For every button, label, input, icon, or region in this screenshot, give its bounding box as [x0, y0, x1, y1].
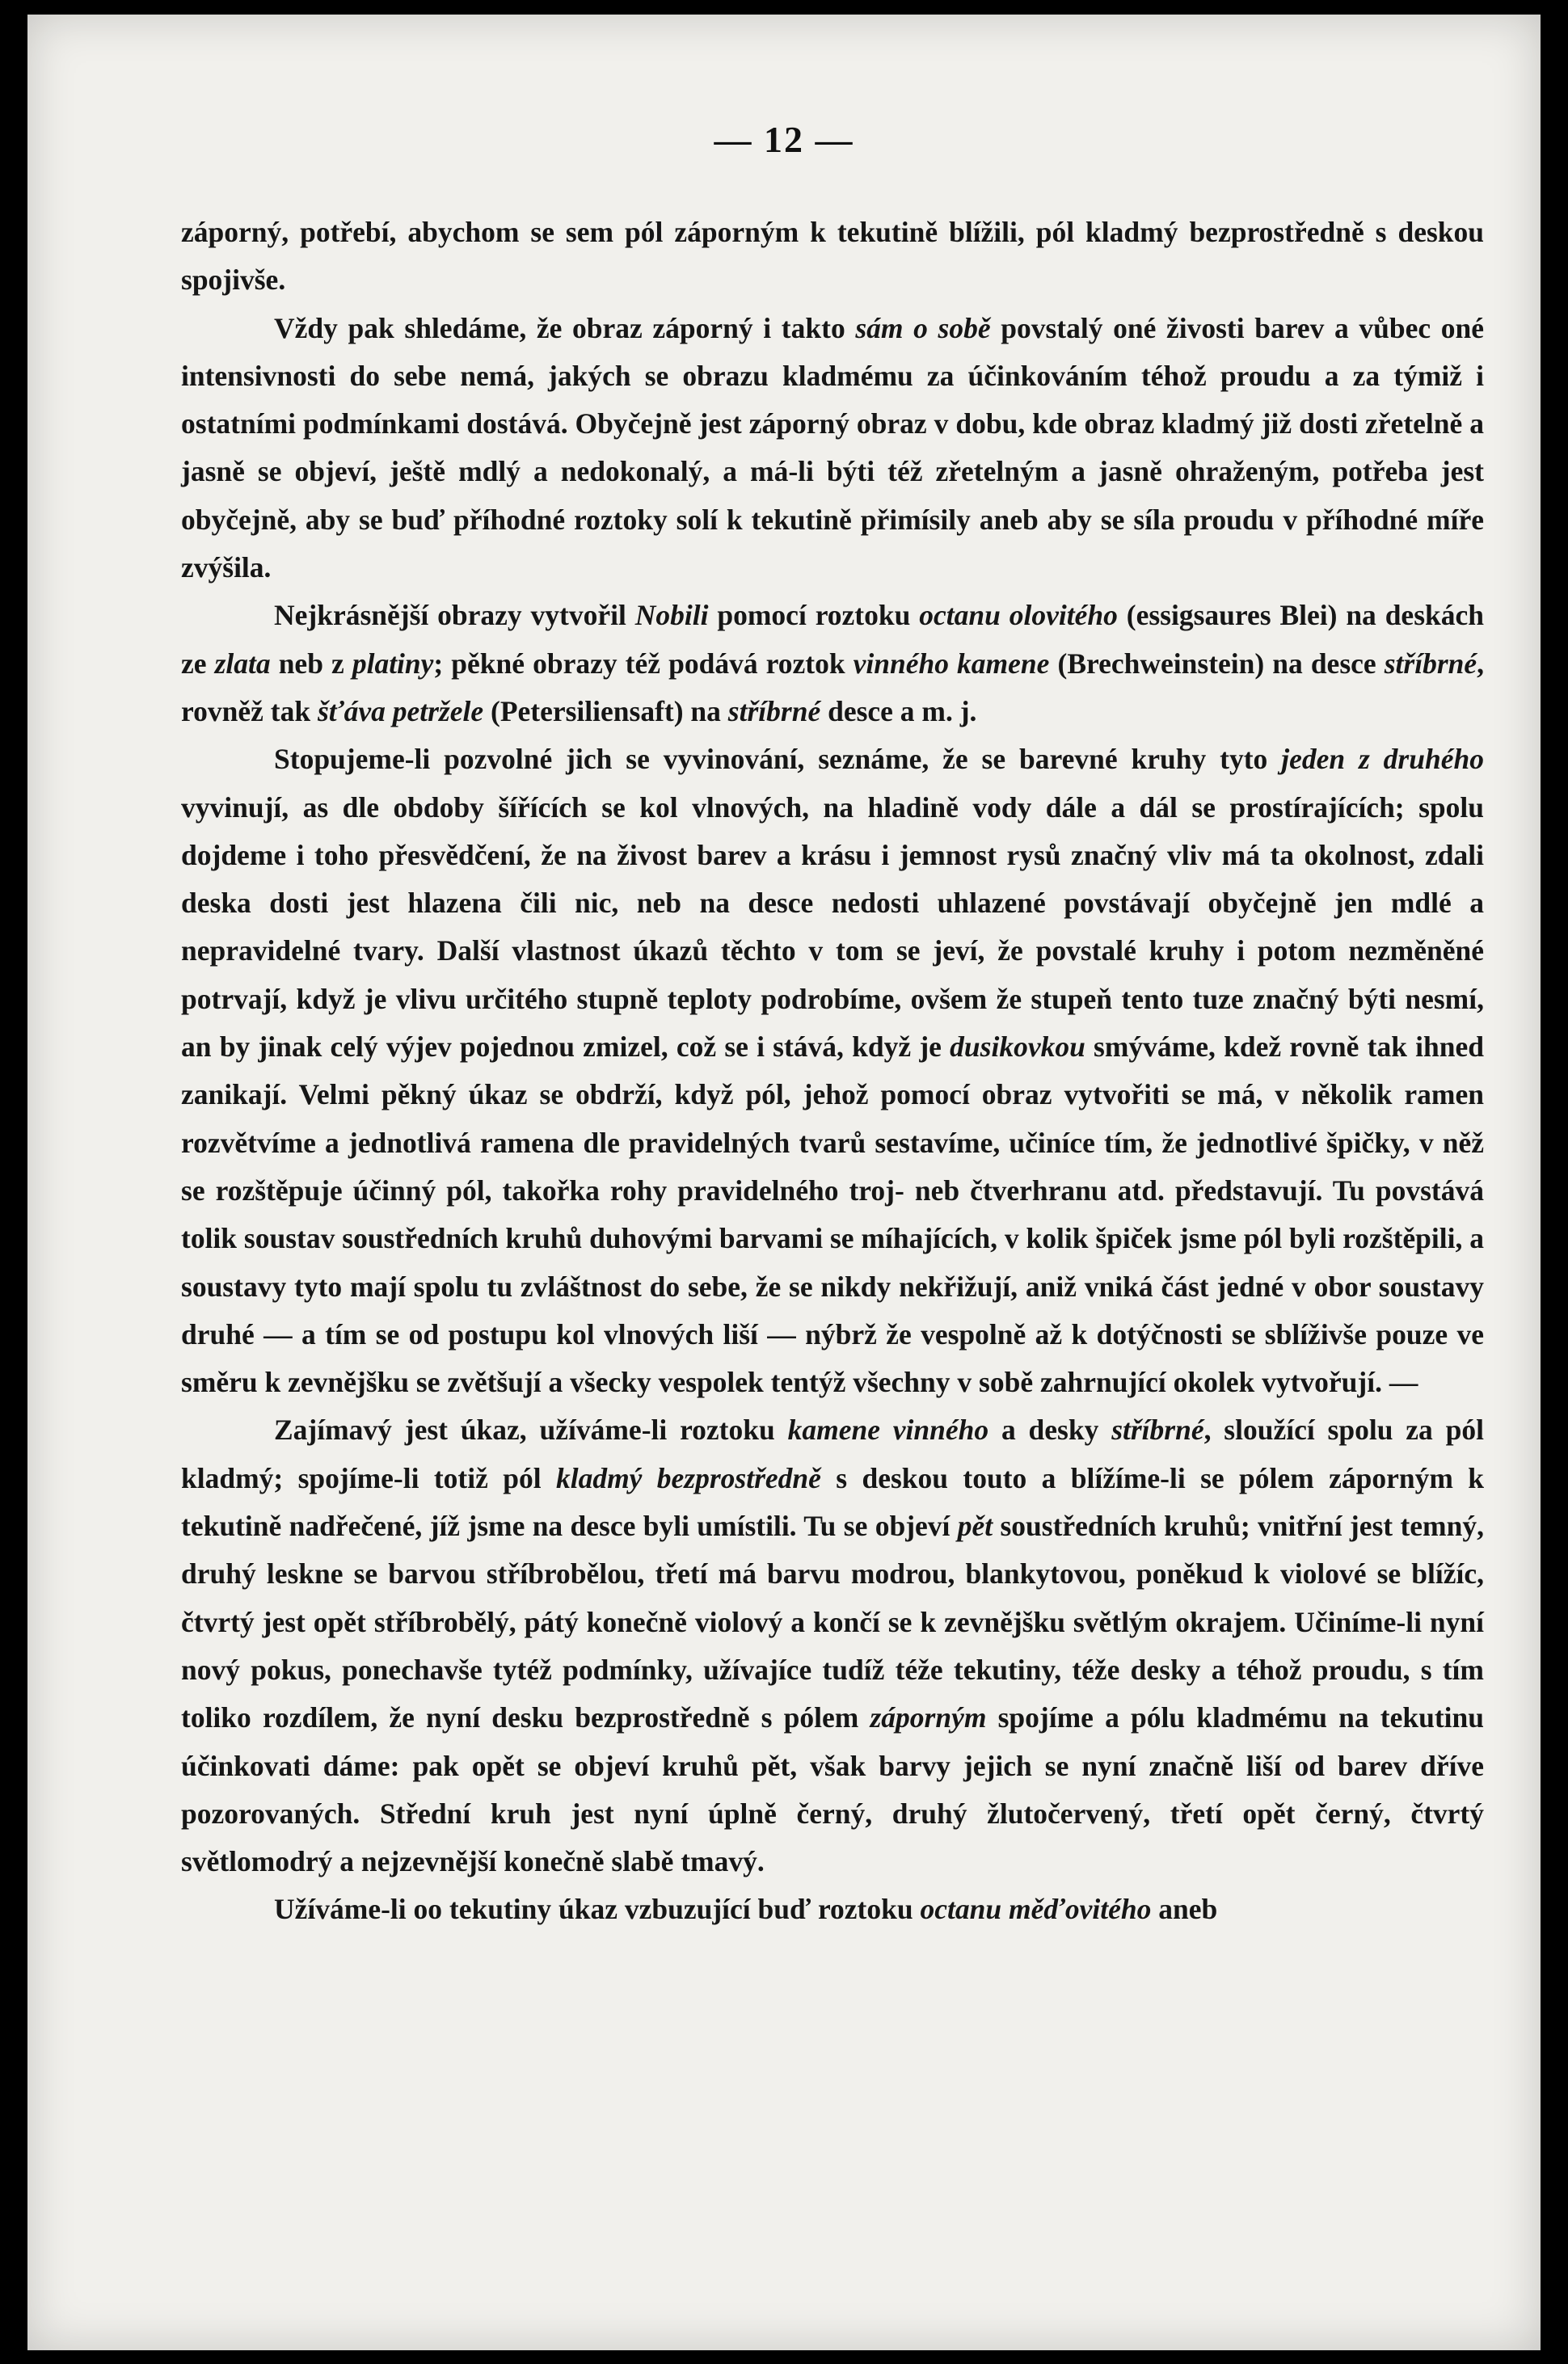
text-run: s deskou touto a blížíme-li se pólem záporným k tekutině nadřečené, jíž jsme na desce byli umístili. Tu se objeví: [181, 1461, 1485, 1543]
emphasis-text: kamene vinného: [787, 1414, 989, 1447]
text-run: (Petersiliensaft) na: [483, 694, 728, 727]
paragraph: [181, 1886, 1484, 1933]
text-run: Užíváme-li oo tekutiny úkaz vzbuzující buď roztoku: [274, 1893, 921, 1926]
emphasis-text: kladmý bezprostředně: [555, 1461, 821, 1494]
text-run: ; pěkné obrazy též podává roztok: [433, 647, 854, 680]
text-run: (essigsaures Blei) na deskách ze: [181, 599, 1485, 680]
paragraph: [181, 209, 1484, 305]
emphasis-text: platiny: [352, 647, 434, 680]
emphasis-text: stříbrné: [1384, 647, 1477, 680]
scanned-page: [27, 15, 1541, 2350]
page-number: — 12 —: [714, 119, 854, 160]
text-run: soustředních kruhů; vnitřní jest temný, druhý leskne se barvou stříbrobělou, třetí má barvu modrou, blankytovou, poněkud k violové se blížíc, čtvrtý jest opět stříbrobělý, pátý konečně violový a končí se k zevnějšku světlým okrajem. Učiníme-li nyní nový pokus, ponechavše tytéž podmínky, užívajíce tudíž téže tekutiny, téže desky a téhož proudu, s tím toliko rozdílem, že nyní desku bezprostředně s pólem: [181, 1510, 1484, 1734]
emphasis-text: záporným: [870, 1701, 987, 1734]
emphasis-text: sám o sobě: [855, 311, 991, 344]
text-run: vyvinují, as dle obdoby šířících se kol vlnových, na hladině vody dále a dál se prostírajících; spolu dojdeme i toho přesvědčení, že na živost barev a krásu i jemnost rysů značný vliv má ta okolnost, zdali deska dosti jest hlazena čili nic, neb na desce nedosti uhlazené povstávají obyčejně jen mdlé a nepravidelné tvary. Další vlastnost úkazů těchto v tom se jeví, že povstalé kruhy i potom nezměněné potrvají, když je vlivu určitého stupně teploty podrobíme, ovšem že stupeň tento tuze značný býti nesmí, an by jinak celý výjev pojednou zmizel, což se i stává, když je: [181, 790, 1484, 1064]
paragraph: [181, 1406, 1484, 1886]
text-run: aneb: [1151, 1893, 1218, 1926]
text-run: a desky: [988, 1414, 1112, 1447]
text-run: povstalý oné živosti barev a vůbec oné intensivnosti do sebe nemá, jakých se obrazu kladmému za účinkováním téhož proudu a za týmiž i ostatními podmínkami dostává. Obyčejně jest záporný obraz v dobu, kde obraz kladmý již dosti zřetelně a jasně se objeví, ještě mdlý a nedokonalý, a má-li býti též zřetelným a jasně ohraženým, potřeba jest obyčejně, aby se buď příhodné roztoky solí k tekutině přimísily aneb aby se síla proudu v příhodné míře zvýšila.: [181, 311, 1484, 584]
text-run: smýváme, kdež rovně tak ihned zanikají. Velmi pěkný úkaz se obdrží, když pól, jehož pomocí obraz vytvořiti se má, v několik ramen rozvětvíme a jednotlivá ramena dle pravidelných tvarů sestavíme, učiníce tím, že jednotlivé špičky, v něž se rozštěpuje účinný pól, takořka rohy pravidelného troj- neb čtverhranu atd. představují. Tu povstává tolik soustav soustředních kruhů duhovými barvami se míhajících, v kolik špiček jsme pól byli rozštěpili, a soustavy tyto mají spolu tu zvláštnost do sebe, že se nikdy nekřižují, aniž vniká část jedné v obor soustavy druhé — a tím se od postupu kol vlnových liší — nýbrž že vespolně až k dotýčnosti se sblíživše pouze ve směru k zevnějšku se zvětšují a všecky vespolek tentýž všechny v sobě zahrnující okolek vytvořují. —: [181, 1030, 1485, 1399]
body-text: [181, 209, 1484, 1934]
text-run: záporný, potřebí, abychom se sem pól záporným k tekutině blížili, pól kladmý bezprostředně s deskou spojivše.: [181, 216, 1484, 297]
text-run: neb z: [270, 647, 352, 680]
text-run: pomocí roztoku: [708, 599, 920, 632]
text-run: Stopujeme-li pozvolné jich se vyvinování, seznáme, že se barevné kruhy tyto: [274, 743, 1282, 776]
text-run: spojíme a pólu kladmému na tekutinu účinkovati dáme: pak opět se objeví kruhů pět, však barvy jejich se nyní značně liší od barev dříve pozorovaných. Střední kruh jest nyní úplně černý, druhý žlutočervený, třetí opět černý, čtvrtý světlomodrý a nejzevnější konečně slabě tmavý.: [181, 1701, 1484, 1878]
emphasis-text: pět: [957, 1510, 993, 1543]
emphasis-text: šťáva petržele: [317, 694, 484, 727]
text-run: (Brechweinstein) na desce: [1049, 647, 1385, 680]
emphasis-text: octanu měďovitého: [920, 1893, 1152, 1926]
emphasis-text: Nobili: [634, 599, 709, 632]
emphasis-text: zlata: [214, 647, 271, 680]
paragraph: [181, 305, 1484, 592]
text-run: desce a m. j.: [820, 694, 977, 727]
text-run: , sloužící spolu za pól kladmý; spojíme-li totiž pól: [181, 1414, 1484, 1494]
emphasis-text: stříbrné: [1111, 1414, 1204, 1447]
paragraph: [181, 735, 1484, 1406]
emphasis-text: jeden z druhého: [1281, 743, 1484, 776]
text-run: Zajímavý jest úkaz, užíváme-li roztoku: [274, 1414, 788, 1447]
emphasis-text: vinného kamene: [853, 647, 1050, 680]
paragraph: [181, 592, 1484, 735]
text-run: Vždy pak shledáme, že obraz záporný i takto: [274, 311, 856, 344]
text-run: Nejkrásnější obrazy vytvořil: [274, 599, 635, 632]
emphasis-text: octanu olovitého: [919, 599, 1118, 632]
emphasis-text: dusikovkou: [950, 1030, 1085, 1064]
emphasis-text: stříbrné: [727, 694, 821, 727]
text-run: , rovněž tak: [181, 647, 1485, 727]
